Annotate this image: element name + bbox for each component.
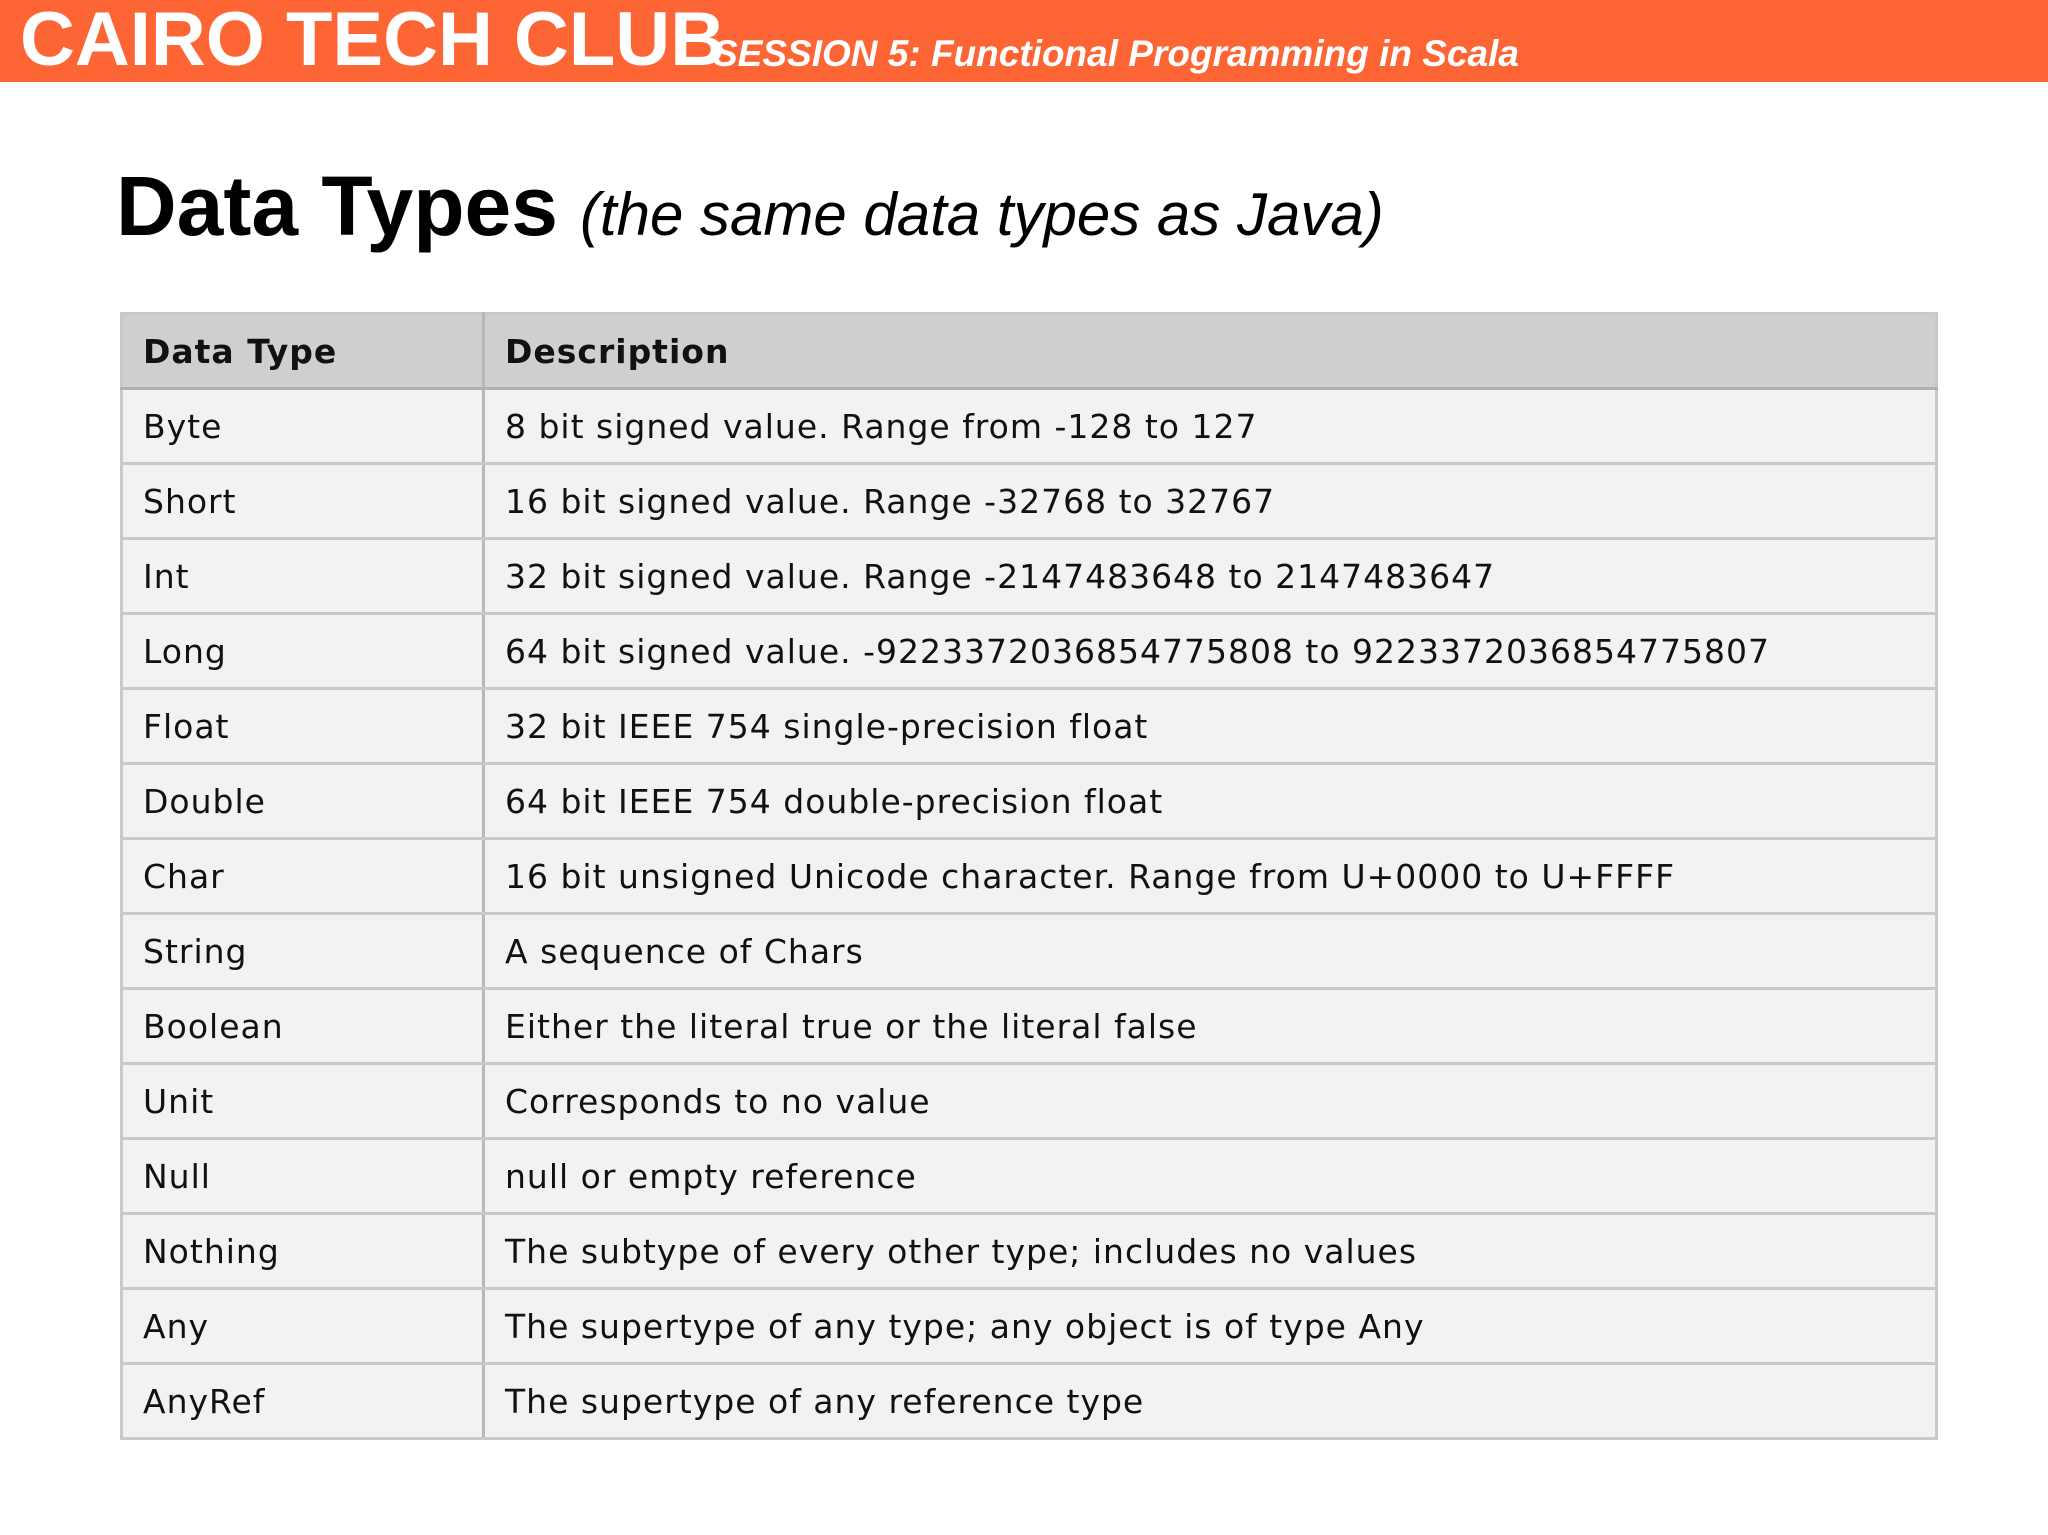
description-cell: 64 bit IEEE 754 double-precision float <box>484 764 1937 839</box>
slide-heading <box>116 156 1384 265</box>
description-cell: 16 bit signed value. Range -32768 to 32767 <box>484 464 1937 539</box>
slide-title: Data Types <box>116 159 558 253</box>
description-cell: null or empty reference <box>484 1139 1937 1214</box>
table-row <box>122 914 1937 989</box>
slide-subtitle: (the same data types as Java) <box>579 181 1384 248</box>
club-title: CAIRO TECH CLUB <box>20 0 726 82</box>
description-cell: The supertype of any type; any object is of type Any <box>484 1289 1937 1364</box>
data-type-cell: Any <box>122 1289 484 1364</box>
description-cell: The subtype of every other type; includes no values <box>484 1214 1937 1289</box>
table-row <box>122 1364 1937 1439</box>
column-header-data-type: Data Type <box>122 314 484 389</box>
table-row <box>122 1289 1937 1364</box>
table-header-row <box>122 314 1937 389</box>
data-type-cell: Null <box>122 1139 484 1214</box>
description-cell: 32 bit signed value. Range -2147483648 to 2147483647 <box>484 539 1937 614</box>
description-cell: 32 bit IEEE 754 single-precision float <box>484 689 1937 764</box>
description-cell: The supertype of any reference type <box>484 1364 1937 1439</box>
description-cell: A sequence of Chars <box>484 914 1937 989</box>
table-row <box>122 614 1937 689</box>
table-row <box>122 989 1937 1064</box>
session-subtitle: SESSION 5: Functional Programming in Scala <box>713 33 1519 74</box>
table-row <box>122 389 1937 464</box>
description-cell: 16 bit unsigned Unicode character. Range from U+0000 to U+FFFF <box>484 839 1937 914</box>
data-type-cell: Int <box>122 539 484 614</box>
data-type-cell: Boolean <box>122 989 484 1064</box>
data-type-cell: Nothing <box>122 1214 484 1289</box>
data-type-cell: Char <box>122 839 484 914</box>
data-type-cell: Unit <box>122 1064 484 1139</box>
data-type-cell: Float <box>122 689 484 764</box>
table-row <box>122 1214 1937 1289</box>
table-row <box>122 539 1937 614</box>
column-header-description: Description <box>484 314 1937 389</box>
header-banner <box>0 0 2048 82</box>
description-cell: 64 bit signed value. -9223372036854775808 to 9223372036854775807 <box>484 614 1937 689</box>
data-type-cell: Long <box>122 614 484 689</box>
table-row <box>122 764 1937 839</box>
data-type-cell: Byte <box>122 389 484 464</box>
data-type-cell: String <box>122 914 484 989</box>
data-type-cell: Short <box>122 464 484 539</box>
description-cell: Either the literal true or the literal false <box>484 989 1937 1064</box>
data-type-cell: Double <box>122 764 484 839</box>
table-row <box>122 464 1937 539</box>
table-row <box>122 839 1937 914</box>
table-row <box>122 1139 1937 1214</box>
data-types-table <box>120 312 1938 1440</box>
table-row <box>122 689 1937 764</box>
description-cell: Corresponds to no value <box>484 1064 1937 1139</box>
data-type-cell: AnyRef <box>122 1364 484 1439</box>
table-row <box>122 1064 1937 1139</box>
description-cell: 8 bit signed value. Range from -128 to 127 <box>484 389 1937 464</box>
